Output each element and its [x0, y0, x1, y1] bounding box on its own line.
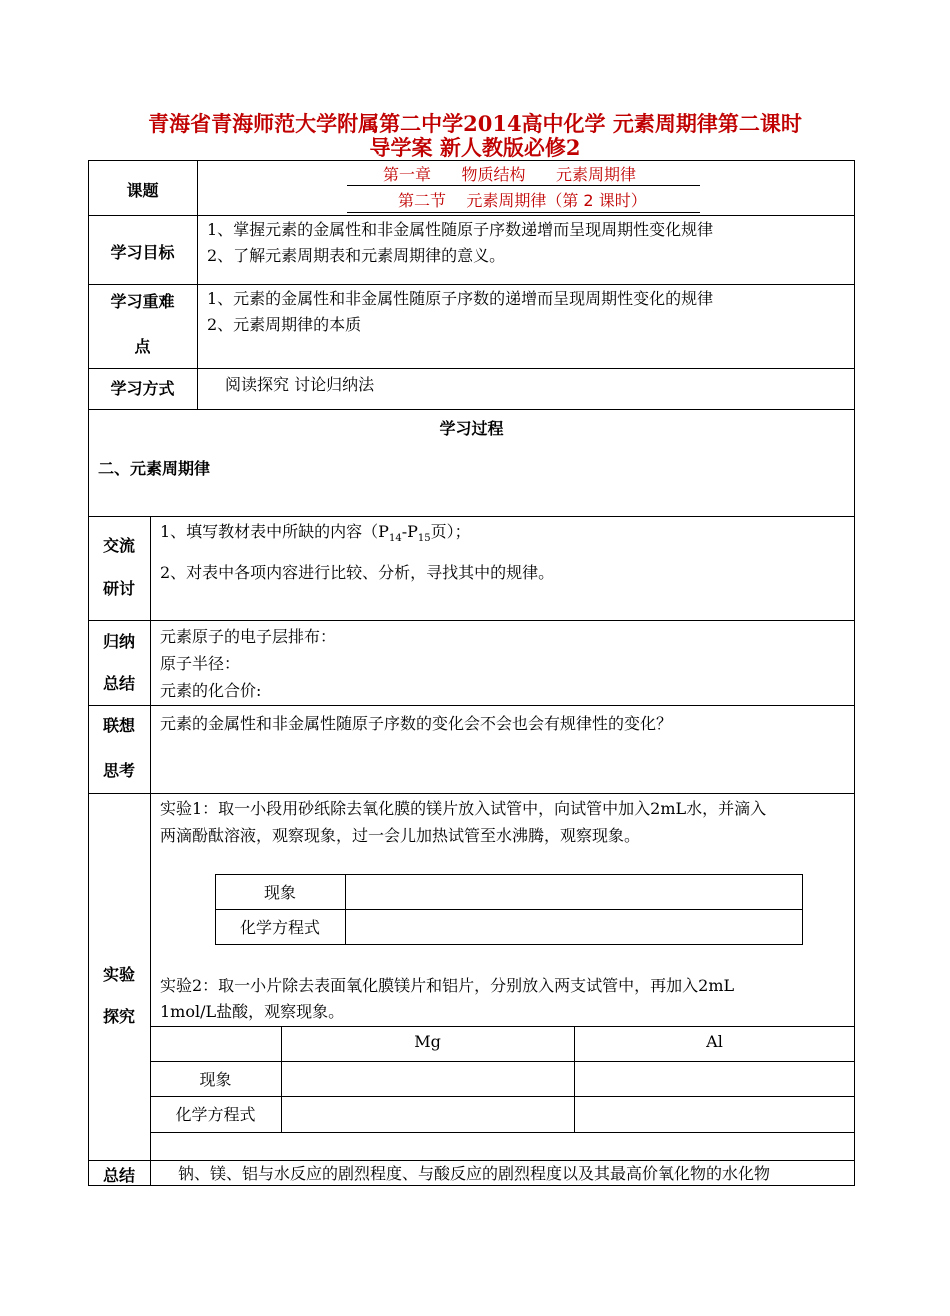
doc-title-line1: 青海省青海师范大学附属第二中学2014高中化学 元素周期律第二课时	[148, 111, 802, 136]
row-divider	[88, 705, 855, 706]
exchange-item-1: 1、填写教材表中所缺的内容（$P_{14}-P_{15}$页）；	[160, 522, 471, 545]
label-think-2: 思考	[102, 761, 135, 780]
think-text: 元素的金属性和非金属性随原子序数的变化会不会也会有规律性的变化？	[160, 714, 673, 733]
exp1-table-divider	[215, 909, 803, 910]
exp2-table-divider	[150, 1096, 855, 1097]
label-key-1: 学习重难	[110, 292, 175, 311]
key-item-2: 2、元素周期律的本质	[207, 315, 362, 334]
exp2-table-divider	[150, 1132, 855, 1133]
label-experiment-2: 探究	[102, 1007, 135, 1026]
exp1-equation-label: 化学方程式	[239, 918, 320, 937]
exp1-line-2: 两滴酚酞溶液，观察现象，过一会儿加热试管至水沸腾，观察现象。	[160, 826, 641, 845]
exp2-line-2: 1mol/L盐酸，观察现象。	[160, 1002, 345, 1021]
row-divider	[88, 1160, 855, 1161]
exp2-equation-label: 化学方程式	[175, 1105, 256, 1124]
row-divider	[88, 793, 855, 794]
summary-item-1: 元素原子的电子层排布：	[160, 627, 337, 646]
label-summary2: 总结	[102, 1166, 135, 1185]
goal-item-2: 2、了解元素周期表和元素周期律的意义。	[207, 246, 506, 265]
label-goal: 学习目标	[110, 243, 175, 262]
label-method: 学习方式	[110, 379, 175, 398]
label-keti: 课题	[126, 181, 159, 200]
key-item-1: 1、元素的金属性和非金属性随原子序数的递增而呈现周期性变化的规律	[207, 289, 714, 308]
chapter-heading: 第一章 物质结构 元素周期律	[383, 165, 637, 184]
label-key-2: 点	[134, 337, 151, 356]
goal-item-1: 1、掌握元素的金属性和非金属性随原子序数递增而呈现周期性变化规律	[207, 220, 714, 239]
exp1-table-divider	[345, 874, 346, 945]
row-divider	[88, 409, 855, 410]
exp1-line-1: 实验1：取一小段用砂纸除去氧化膜的镁片放入试管中，向试管中加入2mL水，并滴入	[160, 799, 767, 818]
section-title: 二、元素周期律	[98, 459, 211, 478]
label-summary-2: 总结	[102, 674, 135, 693]
heading-rule	[347, 185, 700, 186]
exp1-phenomenon-label: 现象	[263, 883, 296, 902]
row-divider	[88, 368, 855, 369]
label-think-1: 联想	[102, 716, 135, 735]
exp2-table-divider	[150, 1061, 855, 1062]
label-exchange-2: 研讨	[102, 579, 135, 598]
section-heading: 第二节 元素周期律（第 2 课时）	[398, 191, 647, 210]
label-summary-1: 归纳	[102, 632, 135, 651]
summary2-text: 钠、镁、铝与水反应的剧烈程度、与酸反应的剧烈程度以及其最高价氧化物的水化物	[178, 1164, 771, 1183]
heading-rule	[347, 212, 700, 213]
exp2-line-1: 实验2：取一小片除去表面氧化膜镁片和铝片，分别放入两支试管中，再加入2mL	[160, 976, 735, 995]
process-heading: 学习过程	[439, 419, 504, 438]
label-exchange-1: 交流	[102, 536, 135, 555]
row-divider	[88, 284, 855, 285]
summary-item-3: 元素的化合价:	[160, 681, 262, 700]
exchange-item-2: 2、对表中各项内容进行比较、分析，寻找其中的规律。	[160, 563, 555, 582]
label-experiment-1: 实验	[102, 965, 135, 984]
row-divider	[88, 215, 855, 216]
row-divider	[88, 620, 855, 621]
doc-title-line2: 导学案 新人教版必修2	[369, 135, 581, 160]
column-divider	[197, 160, 198, 409]
exp2-table-divider	[150, 1026, 855, 1027]
row-divider	[88, 516, 855, 517]
exp2-al-header: Al	[706, 1032, 723, 1051]
exp2-phenomenon-label: 现象	[199, 1070, 232, 1089]
exp2-mg-header: Mg	[414, 1032, 441, 1051]
method-text: 阅读探究 讨论归纳法	[225, 375, 375, 394]
summary-item-2: 原子半径：	[160, 654, 241, 673]
